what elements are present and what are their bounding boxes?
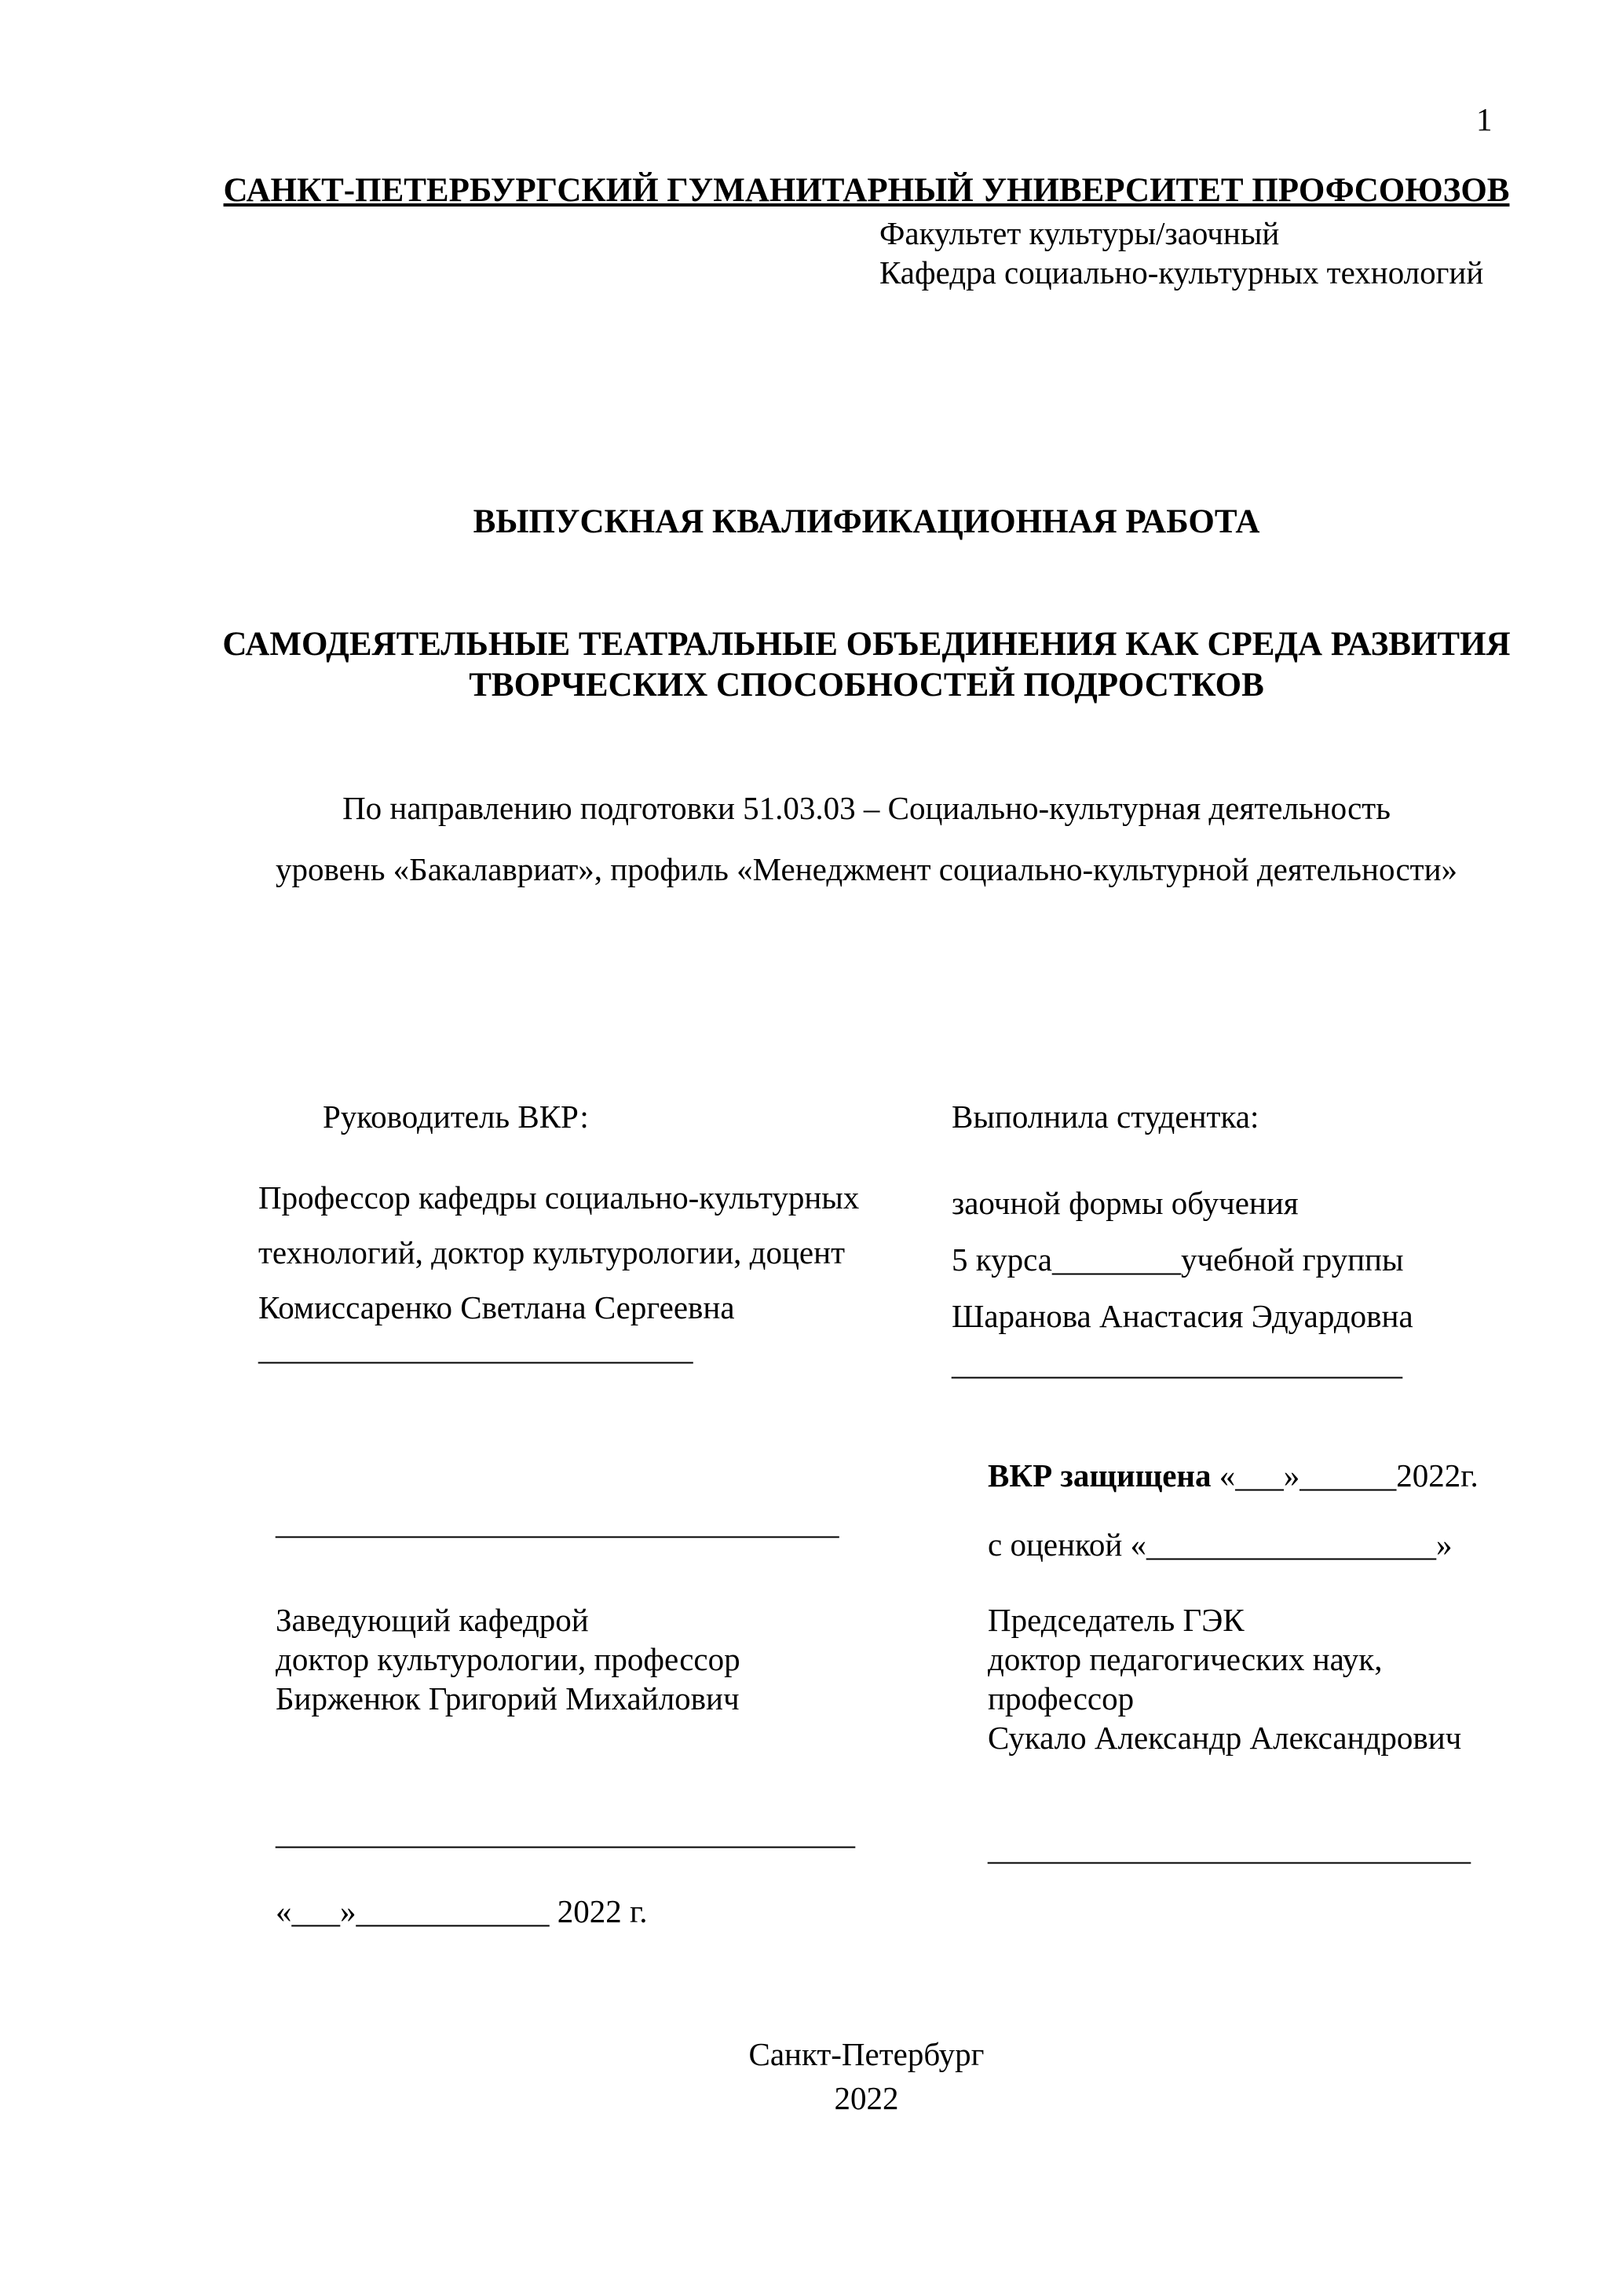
thesis-title-line1: САМОДЕЯТЕЛЬНЫЕ ТЕАТРАЛЬНЫЕ ОБЪЕДИНЕНИЯ КАК СРЕДА РАЗВИТИЯ [222,626,1511,663]
university-name: САНКТ-ПЕТЕРБУРГСКИЙ ГУМАНИТАРНЫЙ УНИВЕРСИТЕТ ПРОФСОЮЗОВ [223,172,1510,209]
student-block [952,1175,1413,1344]
footer-year: 2022 [834,2080,899,2116]
head-of-department-block [276,1600,740,1718]
chairman-line: профессор [988,1680,1135,1717]
chairman-line: Сукало Александр Александрович [988,1720,1462,1756]
chairman-line: доктор педагогических наук, [988,1641,1383,1677]
head-line: Бирженюк Григорий Михайлович [276,1680,740,1717]
thesis-title [188,624,1544,706]
head-line: доктор культурологии, профессор [276,1641,740,1677]
supervisor-line: технологий, доктор культурологии, доцент [258,1234,845,1270]
faculty-line: Факультет культуры/заочный [879,215,1280,251]
thesis-title-line2: ТВОРЧЕСКИХ СПОСОБНОСТЕЙ ПОДРОСТКОВ [469,667,1264,704]
faculty-department-block [879,214,1483,292]
department-line: Кафедра социально-культурных технологий [879,254,1484,291]
student-line: Шаранова Анастасия Эдуардовна [952,1298,1413,1334]
head-signature-line-top: ___________________________________ [276,1504,839,1541]
defense-defended-line [988,1457,1479,1494]
head-date-line: «___»____________ 2022 г. [276,1893,648,1929]
work-type-heading: ВЫПУСКНАЯ КВАЛИФИКАЦИОННАЯ РАБОТА [473,503,1260,540]
supervisor-block [258,1170,859,1335]
head-line: Заведующий кафедрой [276,1602,589,1638]
supervisor-label: Руководитель ВКР: [323,1099,589,1135]
chairman-signature-line: ______________________________ [988,1830,1471,1866]
head-signature-line-bottom: ____________________________________ [276,1815,855,1851]
supervisor-line: Комиссаренко Светлана Сергеевна [258,1289,735,1325]
study-level: уровень «Бакалавриат», профиль «Менеджмент социально-культурной деятельности» [275,851,1458,887]
supervisor-line: Профессор кафедры социально-культурных [258,1179,860,1216]
defense-defended-rest: «___»______2022г. [1211,1457,1479,1493]
supervisor-signature-line: ___________________________ [258,1330,693,1366]
student-label: Выполнила студентка: [952,1099,1259,1135]
student-signature-line: ____________________________ [952,1345,1402,1381]
footer-city: Санкт-Петербург [748,2036,985,2072]
page-number: 1 [1476,101,1493,137]
defense-defended-label: ВКР защищена [988,1457,1212,1493]
study-direction: По направлению подготовки 51.03.03 – Социально-культурная деятельность [342,790,1391,826]
chairman-line: Председатель ГЭК [988,1602,1245,1638]
student-line: 5 курса________учебной группы [952,1241,1404,1278]
chairman-block [988,1600,1461,1757]
student-line: заочной формы обучения [952,1185,1299,1221]
defense-grade-line: с оценкой «__________________» [988,1526,1453,1563]
